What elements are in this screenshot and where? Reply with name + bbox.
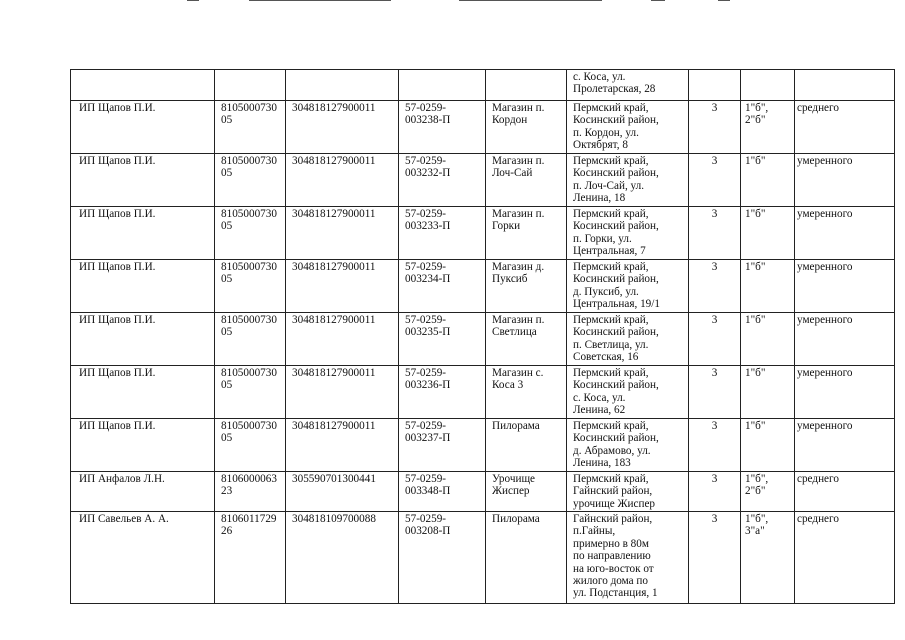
cell-risk	[795, 366, 895, 419]
cell-object	[486, 472, 567, 512]
cell-inn-text: 8105000730 05	[221, 420, 277, 445]
cell-count	[689, 512, 741, 604]
table-row	[71, 472, 895, 512]
cell-reg-no-text: 57-0259- 003208-П	[405, 513, 451, 538]
cell-reg-no	[399, 154, 486, 207]
cell-object	[486, 512, 567, 604]
cell-risk-text: среднего	[797, 473, 839, 485]
cell-ogrn-text: 304818127900011	[292, 155, 376, 167]
cell-reg-no	[399, 70, 486, 101]
cell-object	[486, 101, 567, 154]
cell-org	[71, 70, 215, 101]
cell-object-text: Магазин с. Коса 3	[492, 367, 544, 392]
cell-org-text: ИП Щапов П.И.	[79, 420, 156, 432]
cell-org-text: ИП Щапов П.И.	[79, 314, 156, 326]
cell-org	[71, 472, 215, 512]
cell-address-text: Пермский край, Косинский район, п. Светлица, ул. Советская, 16	[573, 314, 659, 364]
cell-category	[741, 260, 795, 313]
cell-address	[567, 366, 689, 419]
cell-count-text: 3	[711, 155, 718, 167]
cell-org-text: ИП Анфалов Л.Н.	[79, 473, 165, 485]
scan-artifact	[249, 0, 391, 1]
cell-inn	[215, 260, 286, 313]
cell-reg-no	[399, 313, 486, 366]
cell-risk	[795, 70, 895, 101]
cell-risk	[795, 313, 895, 366]
cell-inn-text: 8105000730 05	[221, 155, 277, 180]
cell-ogrn-text: 304818127900011	[292, 367, 376, 379]
cell-count-text: 3	[711, 102, 718, 114]
cell-count-text: 3	[711, 367, 718, 379]
cell-object	[486, 260, 567, 313]
cell-reg-no	[399, 207, 486, 260]
cell-ogrn-text: 304818127900011	[292, 102, 376, 114]
cell-reg-no-text: 57-0259- 003236-П	[405, 367, 451, 392]
cell-category	[741, 419, 795, 472]
cell-count	[689, 154, 741, 207]
cell-object-text: Магазин п. Лоч-Сай	[492, 155, 545, 180]
scan-artifact	[459, 0, 602, 1]
cell-inn-text: 8105000730 05	[221, 367, 277, 392]
cell-reg-no	[399, 419, 486, 472]
cell-count	[689, 472, 741, 512]
cell-org-text: ИП Щапов П.И.	[79, 261, 156, 273]
cell-count	[689, 101, 741, 154]
cell-address	[567, 512, 689, 604]
cell-inn-text: 8105000730 05	[221, 314, 277, 339]
cell-reg-no-text: 57-0259- 003348-П	[405, 473, 451, 498]
cell-ogrn	[286, 419, 399, 472]
cell-reg-no	[399, 260, 486, 313]
scan-artifact	[651, 0, 665, 1]
cell-count	[689, 70, 741, 101]
cell-ogrn	[286, 207, 399, 260]
cell-object-text: Магазин п. Горки	[492, 208, 545, 233]
cell-risk-text: умеренного	[797, 420, 853, 432]
cell-risk-text: среднего	[797, 102, 839, 114]
cell-reg-no-text: 57-0259- 003232-П	[405, 155, 451, 180]
cell-ogrn-text: 304818127900011	[292, 420, 376, 432]
cell-address	[567, 207, 689, 260]
cell-ogrn	[286, 260, 399, 313]
cell-org-text: ИП Щапов П.И.	[79, 367, 156, 379]
cell-address	[567, 313, 689, 366]
cell-category-text: 1"б"	[745, 155, 766, 167]
table-row	[71, 419, 895, 472]
cell-reg-no	[399, 101, 486, 154]
cell-risk	[795, 154, 895, 207]
cell-ogrn-text: 304818127900011	[292, 208, 376, 220]
cell-org	[71, 512, 215, 604]
cell-category-text: 1"б"	[745, 367, 766, 379]
cell-object-text: Пилорама	[492, 513, 540, 525]
cell-count	[689, 260, 741, 313]
cell-org	[71, 207, 215, 260]
table-row	[71, 101, 895, 154]
cell-risk-text: умеренного	[797, 208, 853, 220]
cell-inn	[215, 366, 286, 419]
cell-category	[741, 313, 795, 366]
address-text: с. Коса, ул. Пролетарская, 28	[573, 71, 656, 96]
table-row	[71, 512, 895, 604]
cell-object-text: Магазин п. Кордон	[492, 102, 545, 127]
cell-risk-text: умеренного	[797, 155, 853, 167]
cell-reg-no-text: 57-0259- 003234-П	[405, 261, 451, 286]
scan-artifact	[718, 0, 730, 1]
cell-org-text: ИП Щапов П.И.	[79, 102, 156, 114]
cell-org	[71, 366, 215, 419]
cell-ogrn	[286, 70, 399, 101]
cell-object	[486, 366, 567, 419]
cell-inn	[215, 101, 286, 154]
cell-inn-text: 8105000730 05	[221, 102, 277, 127]
cell-object	[486, 154, 567, 207]
cell-ogrn-text: 304818127900011	[292, 261, 376, 273]
cell-reg-no	[399, 366, 486, 419]
table-row	[71, 313, 895, 366]
cell-count-text: 3	[711, 208, 718, 220]
cell-reg-no-text: 57-0259- 003235-П	[405, 314, 451, 339]
cell-org-text: ИП Щапов П.И.	[79, 155, 156, 167]
cell-inn	[215, 154, 286, 207]
cell-address-text: Пермский край, Гайнский район, урочище Жиспер	[573, 473, 656, 510]
cell-risk-text: умеренного	[797, 367, 853, 379]
cell-count-text: 3	[711, 261, 718, 273]
cell-address	[567, 260, 689, 313]
cell-inn	[215, 512, 286, 604]
cell-object-text: Магазин п. Светлица	[492, 314, 545, 339]
cell-category	[741, 512, 795, 604]
cell-address-text: Пермский край, Косинский район, п. Кордон, ул. Октябрят, 8	[573, 102, 659, 152]
cell-object-text: Урочище Жиспер	[492, 473, 536, 498]
cell-risk	[795, 472, 895, 512]
cell-risk-text: умеренного	[797, 314, 853, 326]
cell-category	[741, 101, 795, 154]
cell-address	[567, 154, 689, 207]
cell-inn	[215, 70, 286, 101]
cell-reg-no-text: 57-0259- 003237-П	[405, 420, 451, 445]
cell-ogrn-text: 304818127900011	[292, 314, 376, 326]
cell-inn-text: 8106000063 23	[221, 473, 277, 498]
cell-count-text: 3	[711, 420, 718, 432]
cell-org	[71, 154, 215, 207]
cell-category-text: 1"б"	[745, 261, 766, 273]
cell-category-text: 1"б"	[745, 208, 766, 220]
cell-ogrn	[286, 101, 399, 154]
cell-object	[486, 70, 567, 101]
cell-category-text: 1"б", 2"б"	[745, 473, 769, 498]
cell-object-text: Пилорама	[492, 420, 540, 432]
cell-address-text: Пермский край, Косинский район, п. Горки, ул. Центральная, 7	[573, 208, 659, 258]
cell-ogrn	[286, 154, 399, 207]
registry-table	[70, 69, 895, 604]
cell-category	[741, 154, 795, 207]
cell-ogrn-text: 304818109700088	[292, 513, 376, 525]
cell-category-text: 1"б", 2"б"	[745, 102, 769, 127]
cell-address	[567, 472, 689, 512]
table-row	[71, 366, 895, 419]
cell-address-text: Пермский край, Косинский район, с. Коса, ул. Ленина, 62	[573, 367, 659, 417]
cell-address-text: Пермский край, Косинский район, п. Лоч-Сай, ул. Ленина, 18	[573, 155, 659, 205]
cell-org-text: ИП Щапов П.И.	[79, 208, 156, 220]
cell-inn-text: 8105000730 05	[221, 208, 277, 233]
cell-address-text: Гайнский район, п.Гайны, примерно в 80м по направлению на юго-восток от жилого дома по ул. Подстанция, 1	[573, 513, 658, 600]
cell-category-text: 1"б"	[745, 420, 766, 432]
cell-org	[71, 260, 215, 313]
cell-risk-text: умеренного	[797, 261, 853, 273]
cell-object-text: Магазин д. Пуксиб	[492, 261, 545, 286]
cell-risk	[795, 512, 895, 604]
cell-count	[689, 207, 741, 260]
cell-inn	[215, 313, 286, 366]
cell-reg-no	[399, 472, 486, 512]
cell-inn-text: 8106011729 26	[221, 513, 277, 538]
cell-risk-text: среднего	[797, 513, 839, 525]
cell-object	[486, 207, 567, 260]
cell-inn-text: 8105000730 05	[221, 261, 277, 286]
cell-reg-no	[399, 512, 486, 604]
cell-ogrn	[286, 313, 399, 366]
cell-ogrn	[286, 366, 399, 419]
cell-count	[689, 419, 741, 472]
cell-address-text: Пермский край, Косинский район, д. Абрамово, ул. Ленина, 183	[573, 420, 659, 470]
cell-risk	[795, 101, 895, 154]
cell-object	[486, 419, 567, 472]
cell-category-text: 1"б"	[745, 314, 766, 326]
cell-count-text: 3	[711, 314, 718, 326]
cell-address	[567, 419, 689, 472]
cell-risk	[795, 419, 895, 472]
cell-risk	[795, 207, 895, 260]
cell-category	[741, 70, 795, 101]
table-row-continued	[71, 70, 895, 101]
cell-ogrn	[286, 512, 399, 604]
cell-category-text: 1"б", 3"а"	[745, 513, 769, 538]
table-row	[71, 154, 895, 207]
cell-address	[567, 70, 689, 101]
cell-inn	[215, 472, 286, 512]
table-row	[71, 207, 895, 260]
cell-org-text: ИП Савельев А. А.	[79, 513, 169, 525]
cell-category	[741, 472, 795, 512]
cell-category	[741, 366, 795, 419]
cell-address-text: Пермский край, Косинский район, д. Пуксиб, ул. Центральная, 19/1	[573, 261, 660, 311]
table-row	[71, 260, 895, 313]
cell-org	[71, 101, 215, 154]
cell-ogrn	[286, 472, 399, 512]
cell-address	[567, 101, 689, 154]
scan-artifact	[187, 0, 199, 1]
cell-inn	[215, 207, 286, 260]
cell-category	[741, 207, 795, 260]
cell-reg-no-text: 57-0259- 003238-П	[405, 102, 451, 127]
cell-inn	[215, 419, 286, 472]
cell-object	[486, 313, 567, 366]
cell-count	[689, 313, 741, 366]
cell-risk	[795, 260, 895, 313]
cell-count-text: 3	[711, 513, 718, 525]
cell-reg-no-text: 57-0259- 003233-П	[405, 208, 451, 233]
cell-ogrn-text: 305590701300441	[292, 473, 376, 485]
cell-org	[71, 419, 215, 472]
cell-org	[71, 313, 215, 366]
cell-count-text: 3	[711, 473, 718, 485]
cell-count	[689, 366, 741, 419]
